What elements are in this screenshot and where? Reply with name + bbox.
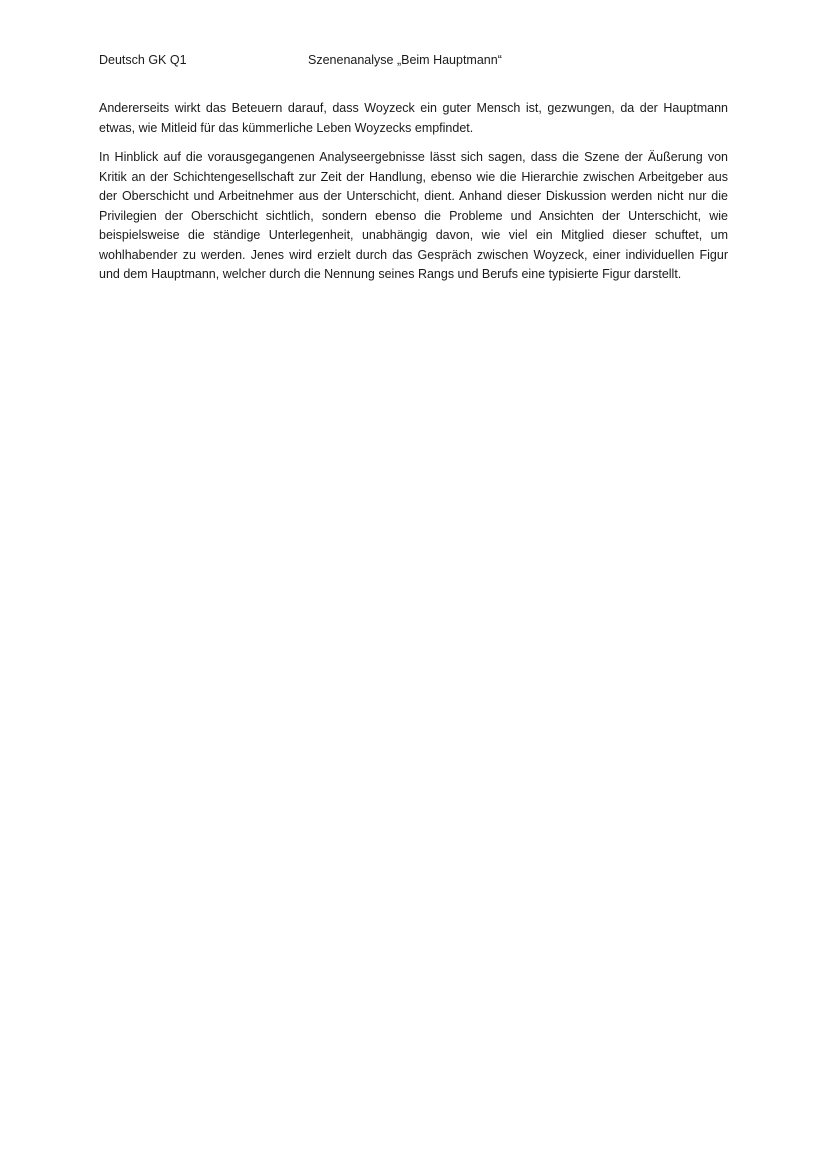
course-label: Deutsch GK Q1 bbox=[99, 53, 187, 67]
document-title: Szenenanalyse „Beim Hauptmann“ bbox=[308, 53, 502, 67]
paragraph: In Hinblick auf die vorausgegangenen Analyseergebnisse lässt sich sagen, dass die Szene der Äußerung von Kritik an der Schichtengesellschaft zur Zeit der Handlung, ebenso wie die Hierarchie zwischen Arbeitgeber aus der Oberschicht und Arbeitnehmer aus der Unterschicht, dient. Anhand dieser Diskussion werden nicht nur die Privilegien der Oberschicht sichtlich, sondern ebenso die Probleme und Ansichten der Unterschicht, wie beispielsweise die ständige Unterlegenheit, unabhängig davon, wie viel ein Mitglied dieser schuftet, um wohlhabender zu werden. Jenes wird erzielt durch das Gespräch zwischen Woyzeck, einer individuellen Figur und dem Hauptmann, welcher durch die Nennung seines Rangs und Berufs eine typisierte Figur darstellt. bbox=[99, 150, 728, 281]
paragraph: Andererseits wirkt das Beteuern darauf, dass Woyzeck ein guter Mensch ist, gezwungen, da der Hauptmann etwas, wie Mitleid für das kümmerliche Leben Woyzecks empfindet. bbox=[99, 101, 728, 135]
document-body bbox=[99, 99, 728, 295]
